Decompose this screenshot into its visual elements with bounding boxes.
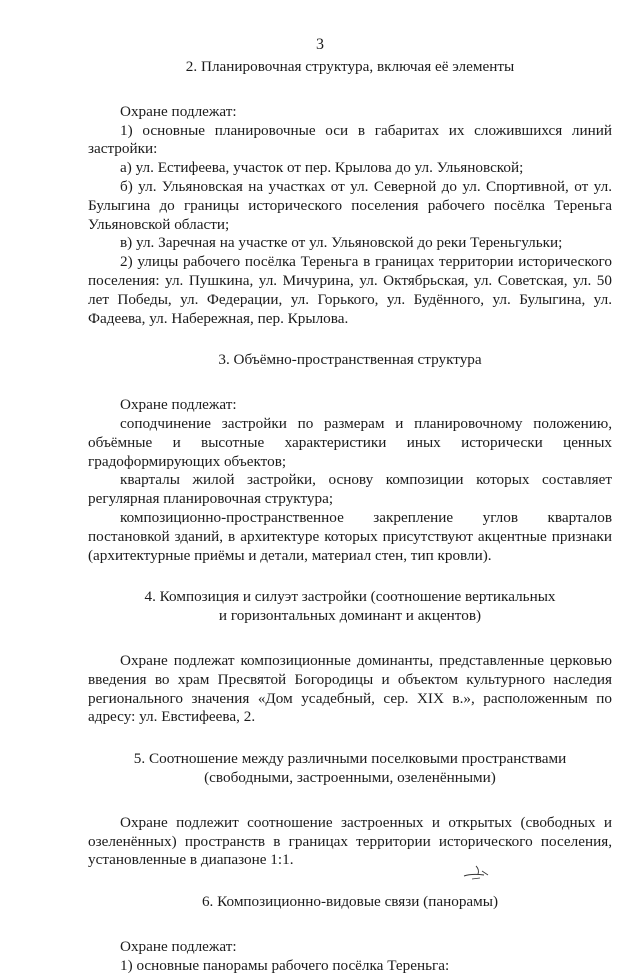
section-6-heading: 6. Композиционно-видовые связи (панорамы) [201, 893, 499, 911]
section-2-paragraph: 2) улицы рабочего посёлка Тереньга в границах территории исторического поселения: ул. Пушкина, ул. Мичурина, ул. Октябрьская, ул. Советская, ул. 50 лет Победы, ул. Федерации, ул. Горького, ул. Будённого, ул. Булыгина, ул. Фадеева, ул. Набережная, пер. Крылова. [88, 253, 612, 327]
section-5-heading [88, 750, 612, 788]
section-3-paragraph: композиционно-пространственное закрепление углов кварталов постановкой зданий, в архитектуре которых присутствуют акцентные признаки (архитектурные приёмы и детали, материал стен, тип кровли). [88, 508, 612, 564]
section-5-heading-line: 5. Соотношение между различными поселковыми пространствами [133, 750, 567, 768]
section-4-heading-line: 4. Композиция и силуэт застройки (соотношение вертикальных [144, 588, 556, 606]
section-3-paragraph: кварталы жилой застройки, основу композиции которых составляет регулярная планировочная структура; [88, 471, 612, 508]
section-3-paragraph: соподчинение застройки по размерам и планировочному положению, объёмные и высотные характеристики иных исторически ценных градоформирующих объектов; [88, 414, 612, 470]
section-4-paragraph: Охране подлежат композиционные доминанты, представленные церковью введения во храм Пресвятой Богородицы и объектом культурного наследия регионального значения «Дом усадебный, сер. XIX в.», расположенным по адресу: ул. Евстифеева, 2. [88, 651, 612, 726]
handwritten-mark-icon [462, 862, 494, 884]
page-number: 3 [316, 36, 324, 53]
section-2-paragraph: б) ул. Ульяновская на участках от ул. Северной до ул. Спортивной, от ул. Булыгина до границы исторического поселения рабочего посёлка Тереньга Ульяновской области; [88, 177, 612, 233]
section-2-paragraph: в) ул. Заречная на участке от ул. Ульяновской до реки Тереньгульки; [120, 234, 563, 252]
section-6-paragraph: 1) основные панорамы рабочего посёлка Тереньга: [120, 956, 450, 974]
section-5-paragraph: Охране подлежит соотношение застроенных и открытых (свободных и озеленённых) пространств в границах территории исторического поселения, установленные в диапазоне 1:1. [88, 813, 612, 869]
section-2-paragraph: а) ул. Естифеева, участок от пер. Крылова до ул. Ульяновской; [120, 159, 524, 177]
section-3-heading: 3. Объёмно-пространственная структура [218, 351, 482, 369]
section-4-heading-line: и горизонтальных доминант и акцентов) [218, 607, 482, 625]
section-5-heading-line: (свободными, застроенными, озеленёнными) [204, 768, 496, 786]
section-2-paragraph: 1) основные планировочные оси в габаритах их сложившихся линий застройки: [88, 121, 612, 158]
section-6-intro: Охране подлежат: [120, 937, 237, 955]
section-3-intro: Охране подлежат: [120, 396, 237, 414]
page-content [88, 58, 612, 975]
section-2-heading: 2. Планировочная структура, включая её элементы [185, 58, 515, 75]
section-2-intro: Охране подлежат: [120, 102, 237, 120]
section-4-heading [88, 588, 612, 626]
